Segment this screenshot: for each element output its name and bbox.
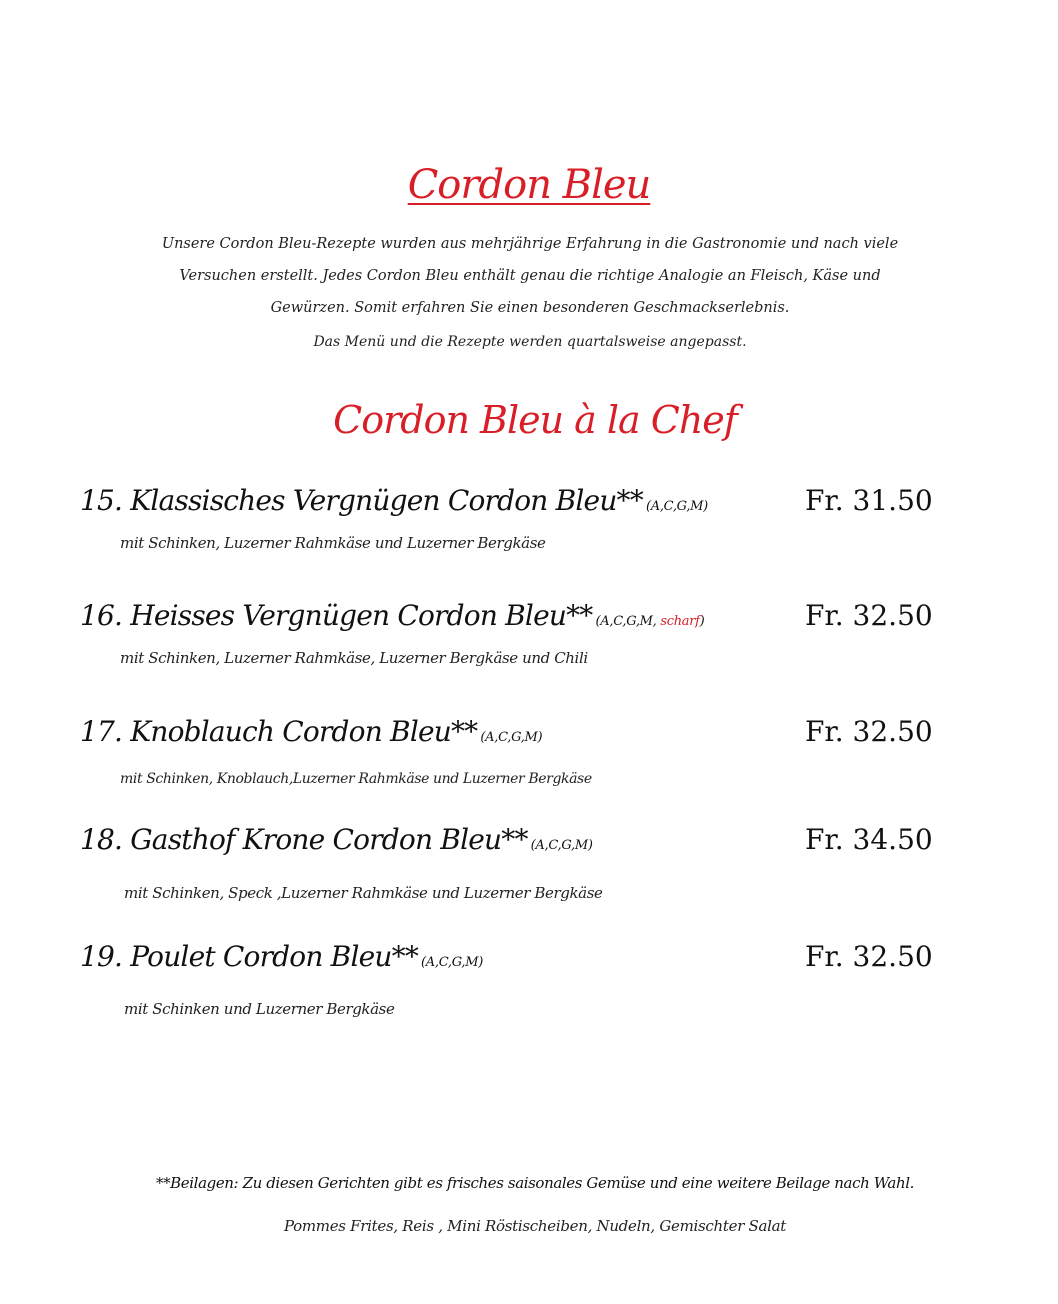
item-allergens: (A,C,G,M)	[421, 955, 483, 970]
item-name: 17. Knoblauch Cordon Bleu**	[80, 715, 478, 748]
menu-item	[80, 940, 980, 1018]
intro-line: Unsere Cordon Bleu-Rezepte wurden aus mehrjährige Erfahrung in die Gastronomie und nach viele	[161, 236, 899, 252]
item-name: 18. Gasthof Krone Cordon Bleu**	[80, 823, 528, 856]
menu-item	[80, 484, 980, 552]
item-description: mit Schinken, Luzerner Rahmkäse, Luzerner Bergkäse und Chili	[120, 649, 588, 667]
section-title: Cordon Bleu à la Chef	[333, 398, 737, 442]
item-allergens: (A,C,G,M)	[645, 499, 708, 514]
item-allergens-close: )	[699, 614, 705, 629]
spicy-label: scharf	[660, 614, 700, 629]
intro-text	[80, 228, 980, 358]
item-price: Fr. 34.50	[805, 823, 933, 856]
item-price: Fr. 32.50	[805, 715, 933, 748]
item-name: 16. Heisses Vergnügen Cordon Bleu**	[80, 599, 593, 632]
menu-item	[80, 715, 980, 787]
page-title: Cordon Bleu	[407, 162, 651, 208]
item-price: Fr. 32.50	[805, 599, 933, 632]
menu-item	[80, 823, 980, 902]
item-price: Fr. 31.50	[805, 484, 933, 517]
item-allergens: (A,C,G,M)	[480, 730, 543, 745]
item-name: 15. Klassisches Vergnügen Cordon Bleu**	[80, 484, 643, 517]
side-dish-note: **Beilagen: Zu diesen Gerichten gibt es frisches saisonales Gemüse und eine weitere Beilage nach Wahl.	[155, 1174, 915, 1192]
intro-line: Gewürzen. Somit erfahren Sie einen besonderen Geschmackserlebnis.	[270, 300, 790, 316]
side-dish-options: Pommes Frites, Reis , Mini Röstischeiben, Nudeln, Gemischter Salat	[283, 1217, 787, 1235]
intro-line: Versuchen erstellt. Jedes Cordon Bleu enthält genau die richtige Analogie an Fleisch, Käse und	[179, 268, 881, 284]
item-description: mit Schinken, Knoblauch,Luzerner Rahmkäse und Luzerner Bergkäse	[120, 771, 592, 787]
item-name: 19. Poulet Cordon Bleu**	[80, 940, 419, 973]
item-description: mit Schinken, Luzerner Rahmkäse und Luzerner Bergkäse	[120, 534, 546, 552]
item-allergens: (A,C,G,M)	[530, 838, 593, 853]
item-allergens: (A,C,G,M,	[595, 614, 661, 629]
menu-item	[80, 599, 980, 667]
item-description: mit Schinken, Speck ,Luzerner Rahmkäse und Luzerner Bergkäse	[124, 884, 603, 902]
item-price: Fr. 32.50	[805, 940, 933, 973]
item-description: mit Schinken und Luzerner Bergkäse	[124, 1000, 395, 1018]
intro-note: Das Menü und die Rezepte werden quartalsweise angepasst.	[313, 334, 747, 350]
